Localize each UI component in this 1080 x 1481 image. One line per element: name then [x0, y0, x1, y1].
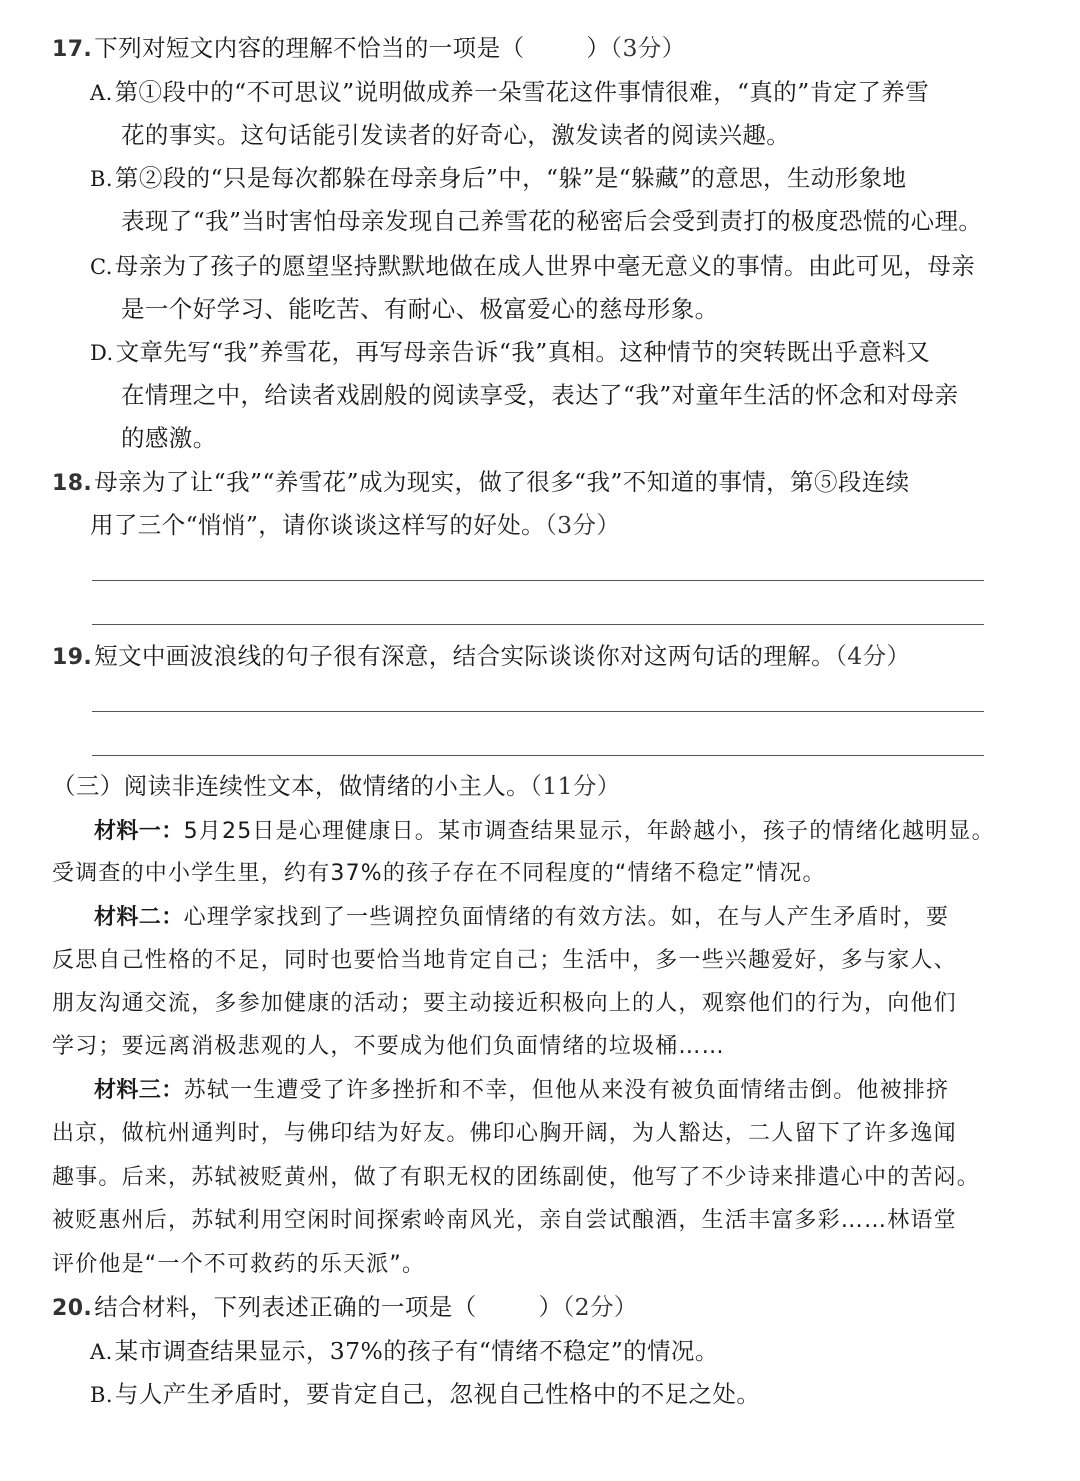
- q20-option-a[interactable]: [90, 1336, 719, 1367]
- q20-stem-text: 结合材料，下列表述正确的一项是（: [94, 1293, 477, 1321]
- q20-option-b[interactable]: [90, 1379, 760, 1410]
- q20-stem-close: ）: [538, 1293, 563, 1321]
- q20-option-b-text: 与人产生矛盾时，要肯定自己，忽视自己性格中的不足之处。: [114, 1380, 761, 1408]
- section3-score: （11分）: [530, 772, 621, 800]
- q19-stem-text: 短文中画波浪线的句子很有深意，结合实际谈谈你对这两句话的理解。: [94, 642, 836, 670]
- material3-line5: 评价他是“一个不可救药的乐天派”。: [52, 1252, 426, 1277]
- q17-option-d-cont: [121, 380, 958, 410]
- q17-option-a-cont: [121, 120, 790, 150]
- q18-answer-line-2[interactable]: [92, 624, 984, 625]
- q19-score: （4分）: [835, 642, 911, 670]
- q17-option-d-line1: 文章先写“我”养雪花，再写母亲告诉“我”真相。这种情节的突转既出乎意料又: [115, 338, 931, 366]
- q20-option-a-text: 某市调查结果显示，37%的孩子有“情绪不稳定”的情况。: [114, 1337, 719, 1365]
- q17-option-d-line3: 的感激。: [121, 424, 217, 452]
- q18-score: （3分）: [545, 511, 621, 539]
- q20-number: 20.: [52, 1296, 93, 1321]
- q17-stem-text: 下列对短文内容的理解不恰当的一项是（: [94, 34, 525, 62]
- material3-label: 材料三：: [94, 1078, 184, 1103]
- q19-answer-line-2[interactable]: [92, 755, 984, 756]
- material2-line1: 心理学家找到了一些调控负面情绪的有效方法。如，在与人产生矛盾时，要: [183, 905, 950, 930]
- q17-option-c-line1: 母亲为了孩子的愿望坚持默默地做在成人世界中毫无意义的事情。由此可见，母亲: [114, 252, 976, 280]
- section3-heading-text: （三）阅读非连续性文本，做情绪的小主人。: [52, 772, 530, 800]
- q19-number: 19.: [52, 645, 93, 670]
- material1-line1: 5月25日是心理健康日。某市调查结果显示，年龄越小，孩子的情绪化越明显。: [183, 819, 995, 844]
- q17-option-a-line1: 第①段中的“不可思议”说明做成养一朵雪花这件事情很难，“真的”肯定了养雪: [114, 78, 930, 106]
- q17-option-b-label: B.: [90, 167, 113, 191]
- q18-number: 18.: [52, 471, 93, 496]
- material2-line2: 反思自己性格的不足，同时也要恰当地肯定自己；生活中，多一些兴趣爱好，多与家人、: [52, 948, 957, 973]
- material3-cont3: [52, 1204, 957, 1236]
- q17-option-d-line2: 在情理之中，给读者戏剧般的阅读享受，表达了“我”对童年生活的怀念和对母亲: [121, 381, 959, 409]
- material2-line4: 学习；要远离消极悲观的人，不要成为他们负面情绪的垃圾桶……: [52, 1034, 725, 1059]
- q17-option-c-label: C.: [90, 255, 113, 279]
- q20-stem: [52, 1292, 638, 1324]
- q17-option-b-line2: 表现了“我”当时害怕母亲发现自己养雪花的秘密后会受到责打的极度恐慌的心理。: [121, 207, 983, 235]
- q17-stem: [52, 33, 686, 65]
- q17-option-a-line2: 花的事实。这句话能引发读者的好奇心，激发读者的阅读兴趣。: [121, 121, 791, 149]
- material3-line2: 出京，做杭州通判时，与佛印结为好友。佛印心胸开阔，为人豁达，二人留下了许多逸闻: [52, 1121, 957, 1146]
- q17-option-b-cont: [121, 206, 982, 236]
- q17-option-a-label: A.: [90, 81, 113, 105]
- q18-stem-cont: [90, 510, 620, 540]
- q17-option-b[interactable]: [90, 163, 906, 194]
- q17-option-d[interactable]: [90, 337, 930, 368]
- material1: [94, 815, 995, 847]
- material3-line1: 苏轼一生遭受了许多挫折和不幸，但他从来没有被负面情绪击倒。他被排挤: [183, 1078, 950, 1103]
- q17-option-a[interactable]: [90, 77, 929, 108]
- q18-line1: 母亲为了让“我”“养雪花”成为现实，做了很多“我”不知道的事情，第⑤段连续: [94, 468, 910, 496]
- section3-heading: [52, 771, 621, 801]
- q17-option-d-cont2: [121, 423, 217, 453]
- q19-stem: [52, 641, 910, 673]
- material3-line4: 被贬惠州后，苏轼利用空闲时间探索岭南风光，亲自尝试酿酒，生活丰富多彩……林语堂: [52, 1208, 957, 1233]
- material2-cont2: [52, 987, 957, 1019]
- material3-cont2: [52, 1161, 980, 1193]
- material2-cont1: [52, 944, 957, 976]
- material1-label: 材料一：: [94, 819, 184, 844]
- q17-score: （3分）: [610, 34, 686, 62]
- q18-answer-line-1[interactable]: [92, 580, 984, 581]
- q17-number: 17.: [52, 37, 93, 62]
- q19-answer-line-1[interactable]: [92, 711, 984, 712]
- material3-cont4: [52, 1248, 425, 1280]
- q20-option-a-label: A.: [90, 1340, 113, 1364]
- material2: [94, 901, 949, 933]
- material3-line3: 趣事。后来，苏轼被贬黄州，做了有职无权的团练副使，他写了不少诗来排遣心中的苦闷。: [52, 1165, 981, 1190]
- q17-option-b-line1: 第②段的“只是每次都躲在母亲身后”中，“躲”是“躲藏”的意思，生动形象地: [114, 164, 907, 192]
- q17-option-d-label: D.: [90, 341, 114, 365]
- q17-option-c-line2: 是一个好学习、能吃苦、有耐心、极富爱心的慈母形象。: [121, 295, 719, 323]
- material1-line2: 受调查的中小学生里，约有37%的孩子存在不同程度的“情绪不稳定”情况。: [52, 861, 826, 886]
- material3-cont1: [52, 1117, 957, 1149]
- q17-option-c-cont: [121, 294, 719, 324]
- q18-stem: [52, 467, 910, 499]
- q20-option-b-label: B.: [90, 1383, 113, 1407]
- q17-stem-close: ）: [586, 34, 611, 62]
- material3: [94, 1074, 949, 1106]
- material2-cont3: [52, 1030, 725, 1062]
- q20-score: （2分）: [562, 1293, 638, 1321]
- material2-line3: 朋友沟通交流，多参加健康的活动；要主动接近积极向上的人，观察他们的行为，向他们: [52, 991, 957, 1016]
- q18-line2: 用了三个“悄悄”，请你谈谈这样写的好处。: [90, 511, 546, 539]
- q17-option-c[interactable]: [90, 251, 975, 282]
- material1-cont: [52, 857, 826, 889]
- material2-label: 材料二：: [94, 905, 184, 930]
